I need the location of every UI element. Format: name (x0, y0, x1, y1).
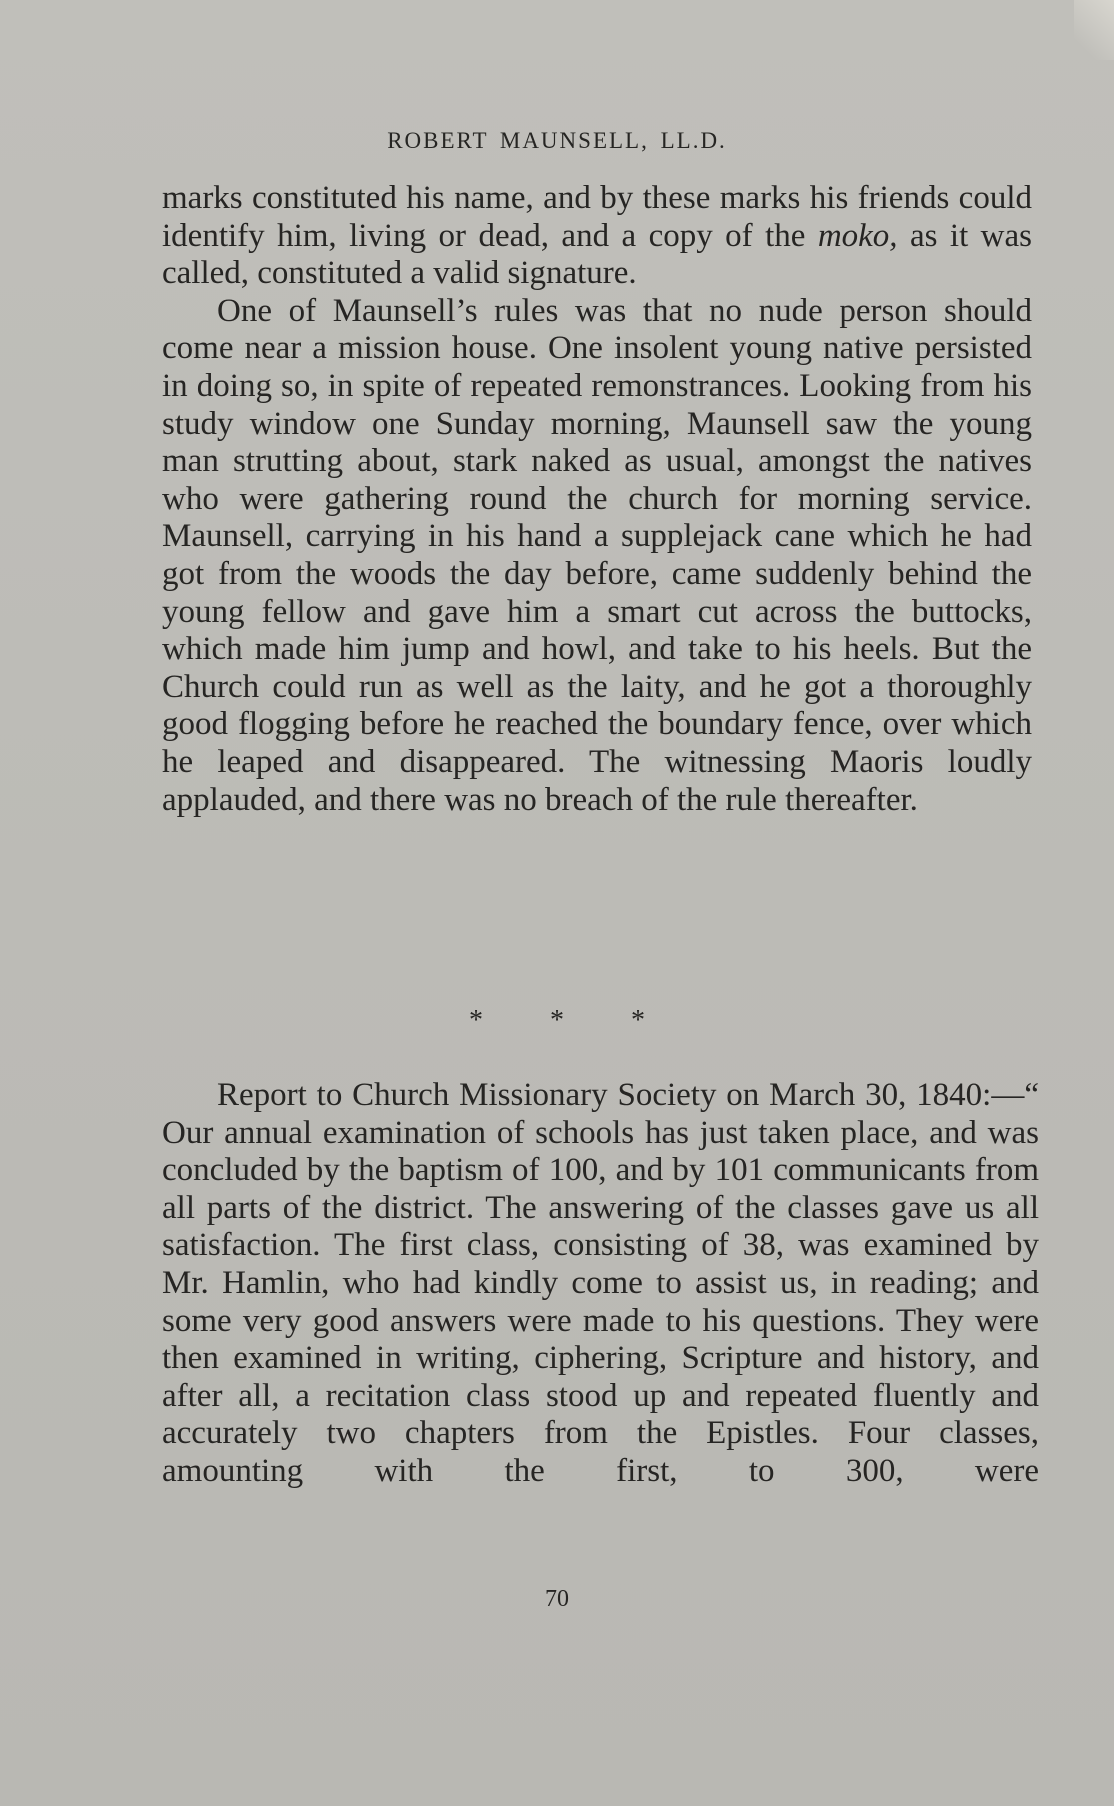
text-block-lower (162, 1077, 1039, 1491)
italic-term-moko: moko, (817, 217, 898, 254)
section-break-asterism: * * * (469, 1005, 645, 1036)
paragraph-continued (162, 180, 1032, 293)
running-head: ROBERT MAUNSELL, LL.D. (387, 128, 727, 153)
text-block-upper (162, 180, 1032, 819)
paragraph-1-text-b: as it was called, constituted a valid signature. (162, 217, 1033, 292)
paragraph-report: Report to Church Missionary Society on March 30, 1840:—“ Our annual examination of schools has just taken place, and was concluded by the baptism of 100, and by 101 communicants from all parts of the district. The answering of the classes gave us all satisfaction. The first class, consisting of 38, was examined by Mr. Hamlin, who had kindly come to assist us, in reading; and some very good answers were made to his questions. They were then examined in writing, ciphering, Scripture and history, and after all, a recitation class stood up and repeated fluently and accurately two chapters from the Epistles. Four classes, amounting with the first, to 300, were (162, 1077, 1039, 1489)
paragraph-1-text-a: marks constituted his name, and by these marks his friends could identify him, living or dead, and a copy of the (162, 180, 1032, 254)
page-number: 70 (545, 1586, 569, 1612)
page-corner-shading (1074, 0, 1114, 60)
paragraph-nude-rule: One of Maunsell’s rules was that no nude person should come near a mission house. One insolent young native persisted in doing so, in spite of repeated remonstrances. Looking from his study window one Sunday morning, Maunsell saw the young man strutting about, stark naked as usual, amongst the natives who were gathering round the church for morning service. Maunsell, carrying in his hand a supplejack cane which he had got from the woods the day before, came suddenly behind the young fellow and gave him a smart cut across the buttocks, which made him jump and howl, and take to his heels. But the Church could run as well as the laity, and he got a thoroughly good flogging before he reached the boundary fence, over which he leaped and disappeared. The witnessing Maoris loudly applauded, and there was no breach of the rule thereafter. (162, 292, 1032, 818)
